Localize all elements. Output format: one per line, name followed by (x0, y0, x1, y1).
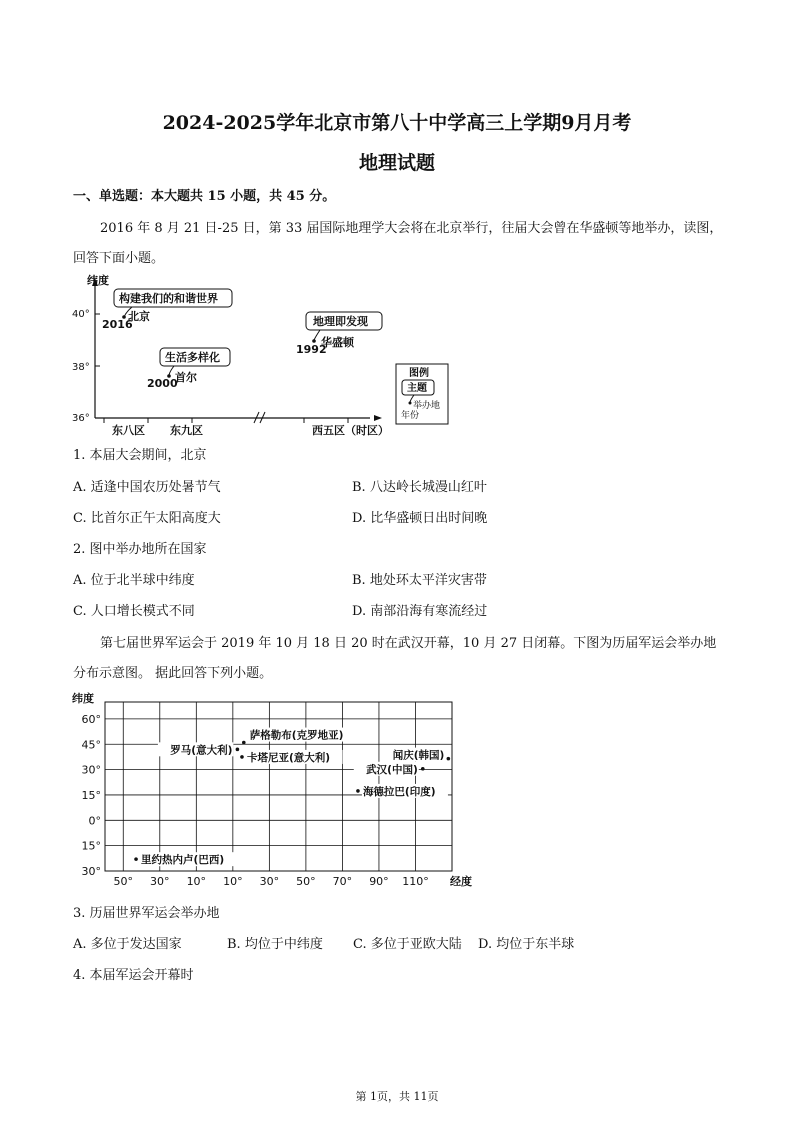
figure1-ytick-36: 36° (72, 413, 90, 424)
figure1-ytick-38: 38° (72, 362, 90, 373)
figure1-ylabel: 纬度 (87, 274, 109, 287)
q1-stem: 1. 本届大会期间，北京 (73, 448, 207, 463)
section-heading: 一、单选题：本大题共 15 小题，共 45 分。 (73, 189, 336, 204)
figure1-x-arrow (374, 415, 382, 421)
figure1-theme-washington: 地理即发现 (313, 315, 368, 328)
q3-option-b[interactable]: B. 均位于中纬度 (227, 937, 323, 952)
figure1-year-seoul: 2000 (147, 377, 178, 390)
q3-option-d[interactable]: D. 均位于东半球 (478, 937, 575, 952)
q3-option-c[interactable]: C. 多位于亚欧大陆 (353, 937, 462, 952)
passage2-line2: 分布示意图。 据此回答下列小题。 (73, 666, 273, 681)
figure1-year-washington: 1992 (296, 343, 327, 356)
chart2-xtick: 10° (186, 875, 207, 888)
q2-option-b[interactable]: B. 地处环太平洋灾害带 (352, 573, 487, 588)
q3-stem: 3. 历届世界军运会举办地 (73, 906, 220, 921)
figure1-legend-theme: 主题 (407, 383, 427, 394)
figure1-city-beijing: 北京 (128, 310, 150, 323)
chart2-ytick: 45° (81, 738, 101, 752)
chart2-xtick: 10° (223, 875, 243, 888)
figure1-legend-place: 举办地 (413, 401, 441, 411)
q1-option-d[interactable]: D. 比华盛顿日出时间晚 (352, 511, 488, 526)
page-title: 2024-2025学年北京市第八十中学高三上学期9月月考 (162, 112, 632, 134)
figure1-legend-year: 年份 (401, 411, 420, 421)
chart2-point (447, 757, 451, 761)
chart2-ytick: 15° (81, 788, 101, 802)
q4-stem: 4. 本届军运会开幕时 (73, 968, 194, 983)
chart2-ylabel: 纬度 (72, 692, 94, 705)
figure1-connector-seoul (169, 366, 174, 375)
figure1-xlabel-e9: 东九区 (170, 424, 203, 437)
chart2-xtick: 70° (332, 875, 353, 888)
figure1-city-seoul: 首尔 (175, 371, 197, 384)
chart2-point (421, 767, 425, 771)
chart2-xtick: 30° (259, 875, 280, 888)
q3-option-a[interactable]: A. 多位于发达国家 (73, 937, 182, 952)
figure1-city-washington: 华盛顿 (321, 336, 354, 349)
page-subtitle: 地理试题 (358, 152, 435, 174)
passage1-line2: 回答下面小题。 (73, 251, 165, 266)
chart2-point (242, 741, 246, 745)
q2-option-d[interactable]: D. 南部沿海有寒流经过 (352, 604, 488, 619)
figure1-connector-washington (314, 330, 320, 340)
chart2-point (356, 789, 360, 793)
chart2-point (236, 748, 240, 752)
figure1-xlabel-w5: 西五区（时区） (312, 424, 389, 437)
figure1-legend-title: 图例 (409, 368, 429, 379)
chart2-point-label: 闻庆(韩国) (392, 749, 445, 762)
chart2-xtick: 50° (113, 875, 134, 888)
chart2-point-label: 武汉(中国) (366, 763, 418, 776)
chart2-ytick: 30° (81, 865, 101, 878)
q2-option-a[interactable]: A. 位于北半球中纬度 (73, 573, 195, 588)
q1-option-c[interactable]: C. 比首尔正午太阳高度大 (73, 511, 221, 526)
chart2-ytick: 15° (81, 839, 101, 853)
chart2-ytick: 0° (88, 814, 101, 828)
q2-option-c[interactable]: C. 人口增长模式不同 (73, 604, 195, 619)
figure2-military-games-chart (70, 688, 490, 893)
figure1-ytick-40: 40° (72, 309, 90, 320)
q1-option-a[interactable]: A. 适逢中国农历处暑节气 (73, 480, 221, 495)
figure1-legend-point (409, 402, 412, 405)
chart2-point (134, 857, 138, 861)
chart2-xtick: 90° (369, 875, 389, 888)
q1-option-b[interactable]: B. 八达岭长城漫山红叶 (352, 480, 487, 495)
chart2-ytick: 30° (81, 763, 101, 777)
passage2-line1: 第七届世界军运会于 2019 年 10 月 18 日 20 时在武汉开幕，10 月 27 日闭幕。下图为历届军运会举办地 (100, 636, 717, 651)
chart2-ytick: 60° (81, 712, 101, 726)
figure1-year-beijing: 2016 (102, 318, 133, 331)
chart2-xlabel: 经度 (450, 875, 472, 888)
chart2-point-label: 里约热内卢(巴西) (141, 854, 225, 867)
chart2-point-label: 萨格勒布(克罗地亚) (249, 729, 344, 742)
chart2-point-label: 卡塔尼亚(意大利) (246, 751, 331, 764)
figure1-xlabel-e8: 东八区 (112, 424, 145, 437)
chart2-xtick: 110° (402, 875, 429, 888)
chart2-xtick: 30° (150, 875, 170, 888)
q2-stem: 2. 图中举办地所在国家 (73, 542, 207, 557)
figure1-timezone-map (70, 270, 460, 440)
page-number: 第 1页，共 11页 (355, 1090, 439, 1103)
figure1-theme-beijing: 构建我们的和谐世界 (119, 292, 218, 305)
chart2-xtick: 50° (296, 875, 316, 888)
figure1-theme-seoul: 生活多样化 (165, 351, 220, 364)
passage1-line1: 2016 年 8 月 21 日-25 日，第 33 届国际地理学大会将在北京举行，往届大会曾在华盛顿等地举办，读图， (100, 221, 723, 236)
chart2-point-label: 海德拉巴(印度) (362, 785, 436, 798)
chart2-point-label: 罗马(意大利) (170, 744, 233, 757)
chart2-point (240, 755, 244, 759)
